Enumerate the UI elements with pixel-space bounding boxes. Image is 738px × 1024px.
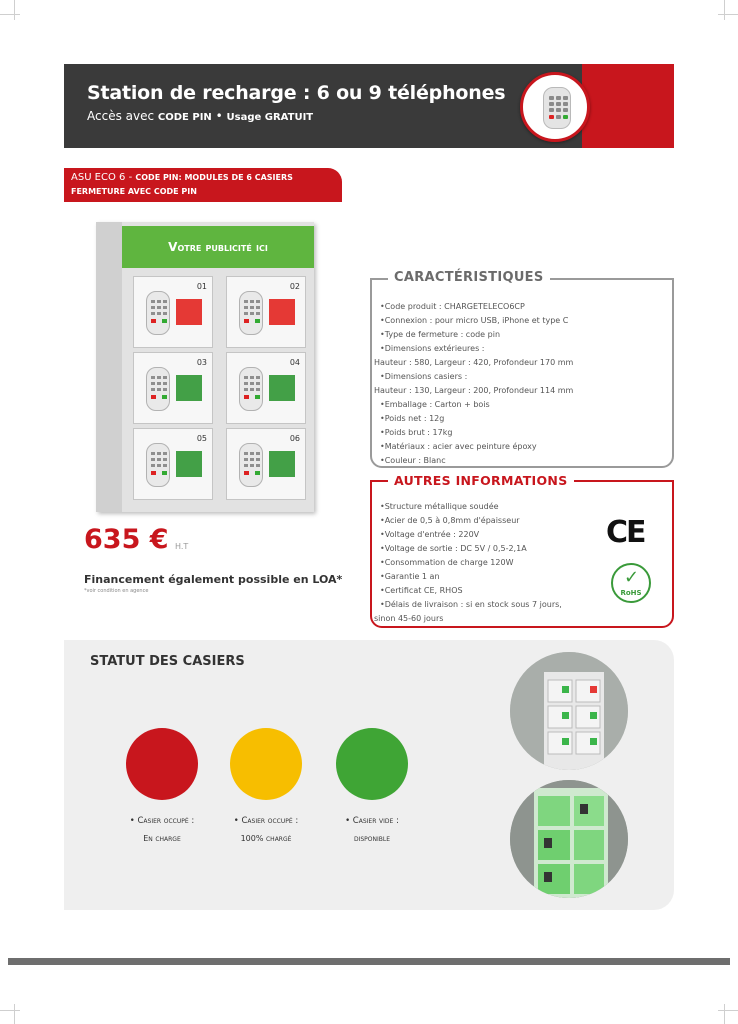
list-item: • Voltage de sortie : DC 5V / 0,5-2,1A: [380, 542, 562, 556]
list-item: • Acier de 0,5 à 0,8mm d'épaisseur: [380, 514, 562, 528]
price-amount: 635 €: [84, 524, 169, 555]
locker-status-light: [269, 375, 295, 401]
subtitle-pin: CODE PIN: [157, 112, 212, 123]
locker-photo-open: [510, 780, 628, 898]
locker-door-number: 01: [196, 282, 207, 291]
status-label-line2: disponible: [353, 834, 391, 843]
locker-door-02: [226, 276, 306, 348]
locker-side-panel: [96, 222, 122, 512]
crop-mark: [718, 1010, 738, 1011]
list-item: • Structure métallique soudée: [380, 500, 562, 514]
status-label-charged: [206, 812, 326, 848]
crop-mark: [14, 1004, 15, 1024]
list-item: • Emballage : Carton + bois: [380, 398, 573, 412]
status-label-line1: • Casier occupé :: [129, 816, 195, 826]
list-item: • Poids brut : 17kg: [380, 426, 573, 440]
keypad-lock-icon: [146, 367, 170, 411]
subtitle-prefix: Accès avec: [87, 109, 155, 123]
locker-photo-open-drawing: [510, 780, 628, 898]
crop-mark: [14, 0, 15, 20]
keypad-lock-icon: [239, 367, 263, 411]
locker-ad-panel: [122, 226, 314, 268]
rohs-label: RoHS: [620, 589, 642, 597]
locker-door-number: 05: [196, 434, 207, 443]
crop-mark: [0, 14, 20, 15]
header-accent: [582, 64, 674, 148]
characteristics-title: CARACTÉRISTIQUES: [388, 270, 550, 285]
list-item: sinon 45-60 jours: [374, 614, 444, 623]
list-item: • Matériaux : acier avec peinture époxy: [380, 440, 573, 454]
locker-door-04: [226, 352, 306, 424]
locker-door-number: 03: [196, 358, 207, 367]
locker-photo-closed-drawing: [510, 652, 628, 770]
locker-status-light: [176, 299, 202, 325]
status-label-line1: • Casier occupé :: [233, 816, 299, 826]
characteristics-list: [374, 300, 574, 468]
locker-status-light: [269, 451, 295, 477]
crop-mark: [724, 1004, 725, 1024]
locker-ad-text: Votre publicité ici: [168, 240, 268, 254]
other-info-list: [374, 500, 562, 626]
list-item: • Couleur : Blanc: [380, 454, 573, 468]
list-item: • Connexion : pour micro USB, iPhone et type C: [380, 314, 573, 328]
status-label-free: [312, 812, 432, 848]
list-item: • Garantie 1 an: [380, 570, 562, 584]
keypad-lock-icon: [146, 291, 170, 335]
locker-door-number: 06: [289, 434, 300, 443]
status-label-line2: En charge: [143, 834, 181, 843]
product-tag: [64, 168, 342, 202]
list-item: • Code produit : CHARGETELECO6CP: [380, 300, 573, 314]
list-item: • Dimensions extérieures :: [380, 342, 573, 356]
list-item: • Voltage d'entrée : 220V: [380, 528, 562, 542]
subtitle-usage: Usage GRATUIT: [226, 112, 314, 123]
product-tag-line1-rest: CODE PIN: MODULES DE 6 CASIERS: [135, 173, 293, 182]
product-tag-line1: [71, 172, 293, 183]
product-tag-line2: FERMETURE AVEC CODE PIN: [71, 187, 197, 196]
header-banner: [64, 64, 674, 148]
locker-door-number: 02: [289, 282, 300, 291]
financing-text: Financement également possible en LOA*: [84, 573, 343, 586]
status-label-charging: [102, 812, 222, 848]
status-dot-charging: [126, 728, 198, 800]
subtitle-separator: •: [215, 109, 223, 123]
product-model: ASU ECO 6 -: [71, 172, 133, 183]
characteristics-box: [370, 270, 674, 468]
status-dot-free: [336, 728, 408, 800]
page-subtitle: [87, 109, 313, 123]
other-info-title: AUTRES INFORMATIONS: [388, 473, 574, 488]
list-item: • Poids net : 12g: [380, 412, 573, 426]
status-dot-charged: [230, 728, 302, 800]
financing-note: *voir condition en agence: [84, 588, 149, 594]
locker-status-light: [269, 299, 295, 325]
status-section: [64, 640, 674, 910]
locker-photo-closed: [510, 652, 628, 770]
crop-mark: [718, 14, 738, 15]
page-title: Station de recharge : 6 ou 9 téléphones: [87, 82, 506, 104]
locker-door-03: [133, 352, 213, 424]
list-item: Hauteur : 580, Largeur : 420, Profondeur 170 mm: [374, 358, 574, 367]
price-suffix: H.T: [175, 542, 189, 551]
footer-bar: [8, 958, 730, 965]
locker-door-number: 04: [289, 358, 300, 367]
locker-door-05: [133, 428, 213, 500]
check-icon: ✓: [624, 567, 640, 588]
list-item: • Type de fermeture : code pin: [380, 328, 573, 342]
status-label-line1: • Casier vide :: [345, 816, 399, 826]
crop-mark: [0, 1010, 20, 1011]
crop-mark: [724, 0, 725, 20]
keypad-lock-badge: [520, 72, 590, 142]
locker-status-light: [176, 451, 202, 477]
list-item: • Consommation de charge 120W: [380, 556, 562, 570]
keypad-lock-icon: [543, 87, 571, 129]
status-label-line2: 100% chargé: [240, 834, 292, 843]
ce-mark: CE: [606, 515, 645, 550]
keypad-lock-icon: [239, 443, 263, 487]
locker-door-06: [226, 428, 306, 500]
list-item: Hauteur : 130, Largeur : 200, Profondeur 114 mm: [374, 386, 574, 395]
list-item: • Dimensions casiers :: [380, 370, 573, 384]
list-item: • Certificat CE, RHOS: [380, 584, 562, 598]
keypad-lock-icon: [146, 443, 170, 487]
keypad-lock-icon: [239, 291, 263, 335]
rohs-badge: [611, 563, 651, 603]
other-info-box: [370, 473, 674, 628]
status-title: STATUT DES CASIERS: [90, 654, 245, 669]
list-item: • Délais de livraison : si en stock sous 7 jours,: [380, 598, 562, 612]
locker-status-light: [176, 375, 202, 401]
locker-door-01: [133, 276, 213, 348]
